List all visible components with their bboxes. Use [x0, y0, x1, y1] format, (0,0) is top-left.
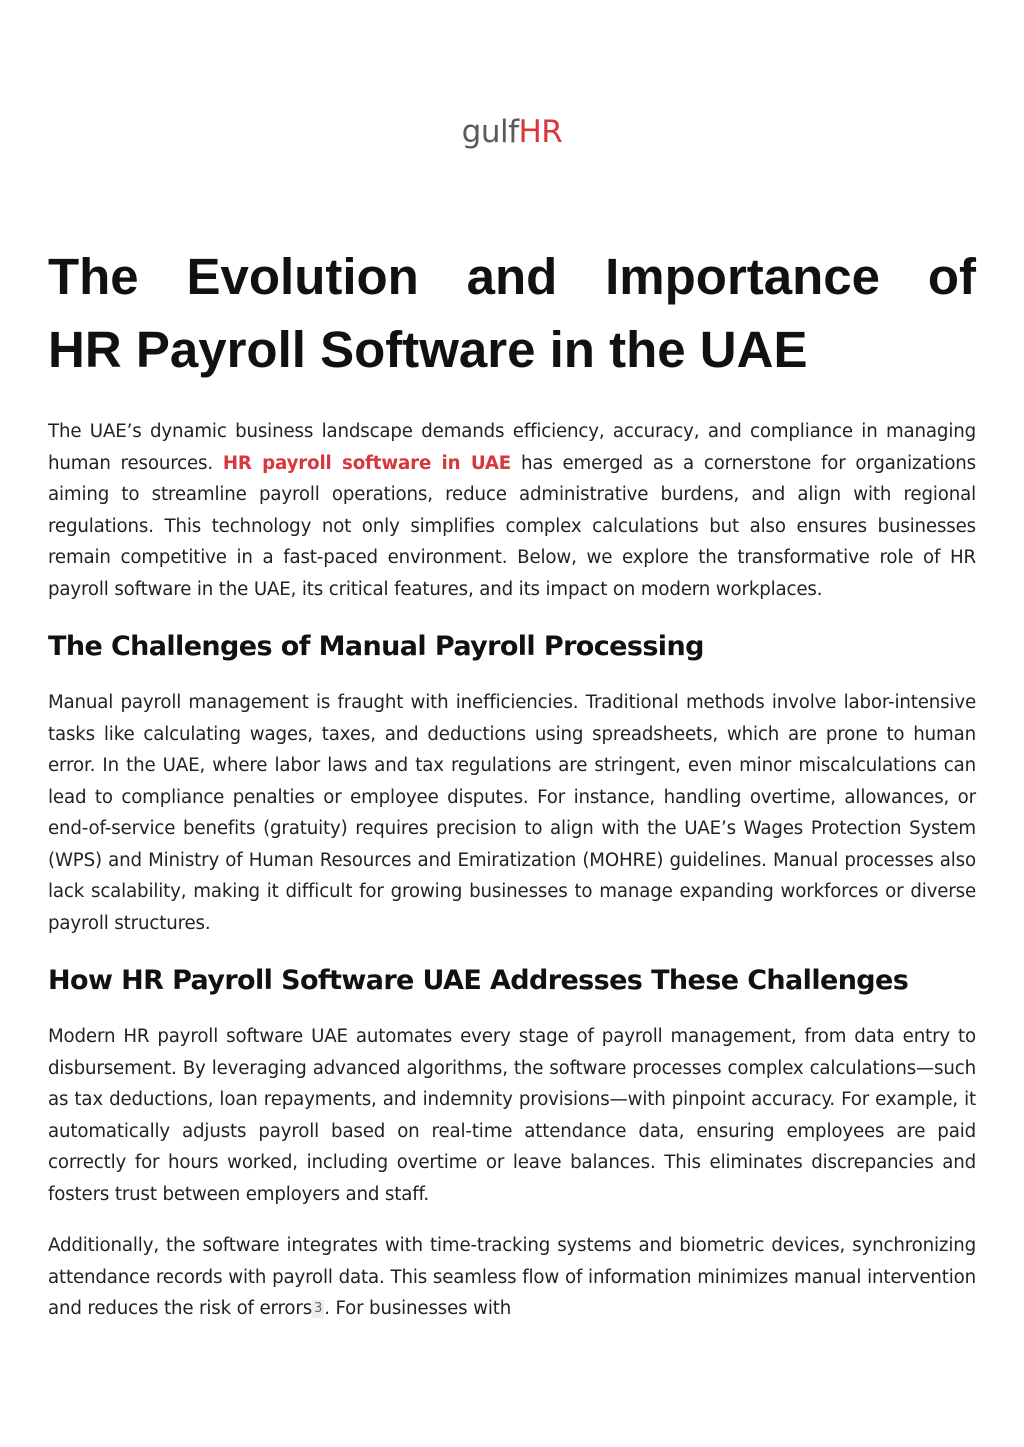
section-heading-challenges: The Challenges of Manual Payroll Processing [48, 631, 704, 662]
logo-gulf-text: gulf [461, 114, 519, 150]
hr-payroll-software-link[interactable]: HR payroll software in UAE [222, 452, 512, 474]
page-number-badge: 3 [314, 1301, 323, 1316]
intro-text-after: has emerged as a cornerstone for organizations aiming to streamline payroll operations, reduce administrative burdens, and align with regional regulations. This technology not only simplifies complex calculations but also ensures businesses remain competitive in a fast-paced environment. Below, we explore the transformative role of HR payroll software in the UAE, its critical features, and its impact on modern workplaces. [48, 452, 976, 600]
section-heading-solutions: How HR Payroll Software UAE Addresses These Challenges [48, 965, 909, 996]
page-title [48, 240, 976, 386]
logo-hr-text: HR [518, 114, 563, 150]
solutions-paragraph-2-after: . For businesses with [324, 1298, 512, 1319]
challenges-paragraph: Manual payroll management is fraught with inefficiencies. Traditional methods involve labor-intensive tasks like calculating wages, taxes, and deductions using spreadsheets, which are prone to human error. In the UAE, where labor laws and tax regulations are stringent, even minor miscalculations can lead to compliance penalties or employee disputes. For instance, handling overtime, allowances, or end-of-service benefits (gratuity) requires precision to align with the UAE’s Wages Protection System (WPS) and Ministry of Human Resources and Emiratization (MOHRE) guidelines. Manual processes also lack scalability, making it difficult for growing businesses to manage expanding workforces or diverse payroll structures. [48, 692, 976, 934]
page-title-line2: HR Payroll Software in the UAE [48, 321, 808, 378]
intro-text-before: The UAE’s dynamic business landscape demands efficiency, accuracy, and compliance in managing human resources. [48, 421, 976, 474]
intro-paragraph [48, 416, 976, 605]
solutions-paragraph-2-before: Additionally, the software integrates with time-tracking systems and biometric devices, synchronizing attendance records with payroll data. This seamless flow of information minimizes manual intervention and reduces the risk of errors [48, 1235, 976, 1319]
page-title-line1: The Evolution and Importance of [48, 248, 976, 305]
solutions-paragraph-2 [48, 1230, 976, 1325]
solutions-paragraph-1: Modern HR payroll software UAE automates every stage of payroll management, from data entry to disbursement. By leveraging advanced algorithms, the software processes complex calculations—such as tax deductions, loan repayments, and indemnity provisions—with pinpoint accuracy. For example, it automatically adjusts payroll based on real-time attendance data, ensuring employees are paid correctly for hours worked, including overtime or leave balances. This eliminates discrepancies and fosters trust between employers and staff. [48, 1026, 976, 1205]
document-body [48, 240, 976, 1325]
gulfhr-logo [0, 112, 1024, 152]
